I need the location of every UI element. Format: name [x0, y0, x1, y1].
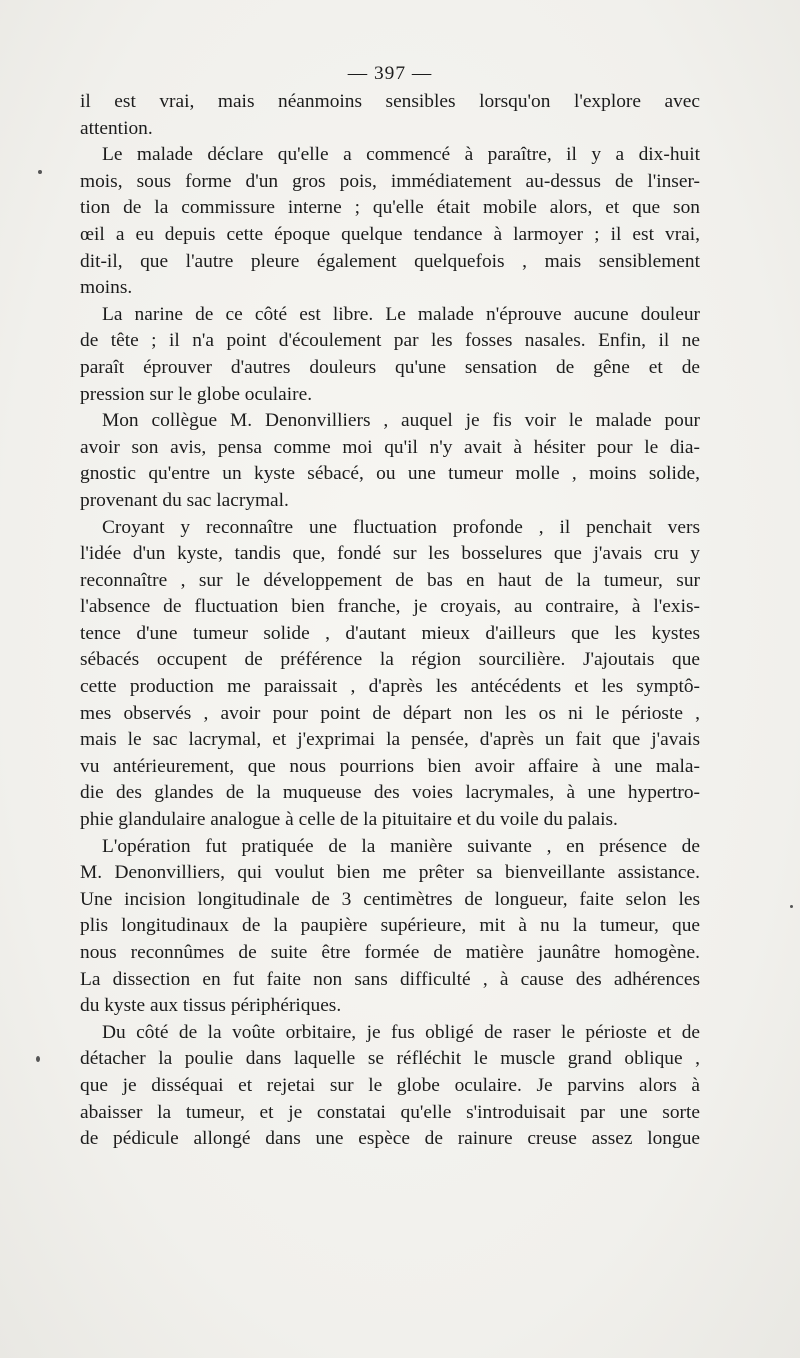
- text-line: paraît éprouver d'autres douleurs qu'une sensation de gêne et de: [80, 356, 700, 378]
- print-speck: [790, 905, 793, 908]
- text-line: gnostic qu'entre un kyste sébacé, ou une tumeur molle , moins solide,: [80, 463, 700, 485]
- text-line: cette production me paraissait , d'après les antécédents et les symptô-: [80, 676, 700, 698]
- text-lines: [80, 89, 700, 1153]
- text-line: Du côté de la voûte orbitaire, je fus obligé de raser le périoste et de: [102, 1021, 700, 1043]
- text-line: Mon collègue M. Denonvilliers , auquel je fis voir le malade pour: [102, 410, 700, 432]
- text-line: tence d'une tumeur solide , d'autant mieux d'ailleurs que les kystes: [80, 622, 700, 644]
- text-line: L'opération fut pratiquée de la manière suivante , en présence de: [102, 835, 700, 857]
- text-line: pression sur le globe oculaire.: [80, 383, 313, 405]
- text-line: Le malade déclare qu'elle a commencé à paraître, il y a dix-huit: [102, 144, 700, 166]
- text-line: La dissection en fut faite non sans difficulté , à cause des adhérences: [80, 968, 700, 990]
- text-line: reconnaître , sur le développement de bas en haut de la tumeur, sur: [80, 569, 700, 591]
- text-line: die des glandes de la muqueuse des voies lacrymales, à une hypertro-: [80, 782, 700, 804]
- text-line: détacher la poulie dans laquelle se réfléchit le muscle grand oblique ,: [80, 1048, 700, 1070]
- text-line: provenant du sac lacrymal.: [80, 489, 289, 511]
- text-line: M. Denonvilliers, qui voulut bien me prêter sa bienveillante assistance.: [80, 862, 700, 884]
- print-speck: [38, 170, 42, 174]
- text-line: mois, sous forme d'un gros pois, immédiatement au-dessus de l'inser-: [80, 170, 700, 192]
- text-line: mes observés , avoir pour point de départ non les os ni le périoste ,: [80, 702, 700, 724]
- text-line: attention.: [80, 117, 153, 139]
- print-speck: [36, 1056, 40, 1062]
- text-line: avoir son avis, pensa comme moi qu'il n'y avait à hésiter pour le dia-: [80, 436, 700, 458]
- text-line: abaisser la tumeur, et je constatai qu'elle s'introduisait par une sorte: [80, 1101, 700, 1123]
- text-line: phie glandulaire analogue à celle de la pituitaire et du voile du palais.: [80, 809, 618, 831]
- text-line: l'idée d'un kyste, tandis que, fondé sur les bosselures que j'avais cru y: [80, 543, 700, 565]
- text-line: dit-il, que l'autre pleure également quelquefois , mais sensiblement: [80, 250, 700, 272]
- text-line: mais le sac lacrymal, et j'exprimai la pensée, d'après un fait que j'avais: [80, 729, 700, 751]
- text-line: l'absence de fluctuation bien franche, je croyais, au contraire, à l'exis-: [80, 596, 700, 618]
- text-line: nous reconnûmes de suite être formée de matière jaunâtre homogène.: [80, 942, 700, 963]
- text-line: œil a eu depuis cette époque quelque tendance à larmoyer ; il est vrai,: [80, 223, 700, 245]
- text-line: que je disséquai et rejetai sur le globe oculaire. Je parvins alors à: [80, 1074, 700, 1096]
- text-line: de pédicule allongé dans une espèce de rainure creuse assez longue: [80, 1128, 700, 1150]
- page-number: — 397 —: [347, 63, 433, 84]
- text-line: sébacés occupent de préférence la région sourcilière. J'ajoutais que: [80, 649, 700, 671]
- text-line: du kyste aux tissus périphériques.: [80, 995, 342, 1017]
- page-text: [80, 60, 700, 1153]
- text-line: Une incision longitudinale de 3 centimètres de longueur, faite selon les: [80, 888, 700, 910]
- text-line: La narine de ce côté est libre. Le malade n'éprouve aucune douleur: [102, 303, 700, 325]
- text-line: moins.: [80, 277, 133, 299]
- text-line: tion de la commissure interne ; qu'elle était mobile alors, et que son: [80, 197, 700, 219]
- text-line: de tête ; il n'a point d'écoulement par les fosses nasales. Enfin, il ne: [80, 330, 700, 352]
- text-line: plis longitudinaux de la paupière supérieure, mit à nu la tumeur, que: [80, 915, 700, 937]
- text-line: il est vrai, mais néanmoins sensibles lorsqu'on l'explore avec: [80, 91, 700, 112]
- text-line: Croyant y reconnaître une fluctuation profonde , il penchait vers: [102, 516, 700, 538]
- text-line: vu antérieurement, que nous pourrions bien avoir affaire à une mala-: [80, 755, 700, 777]
